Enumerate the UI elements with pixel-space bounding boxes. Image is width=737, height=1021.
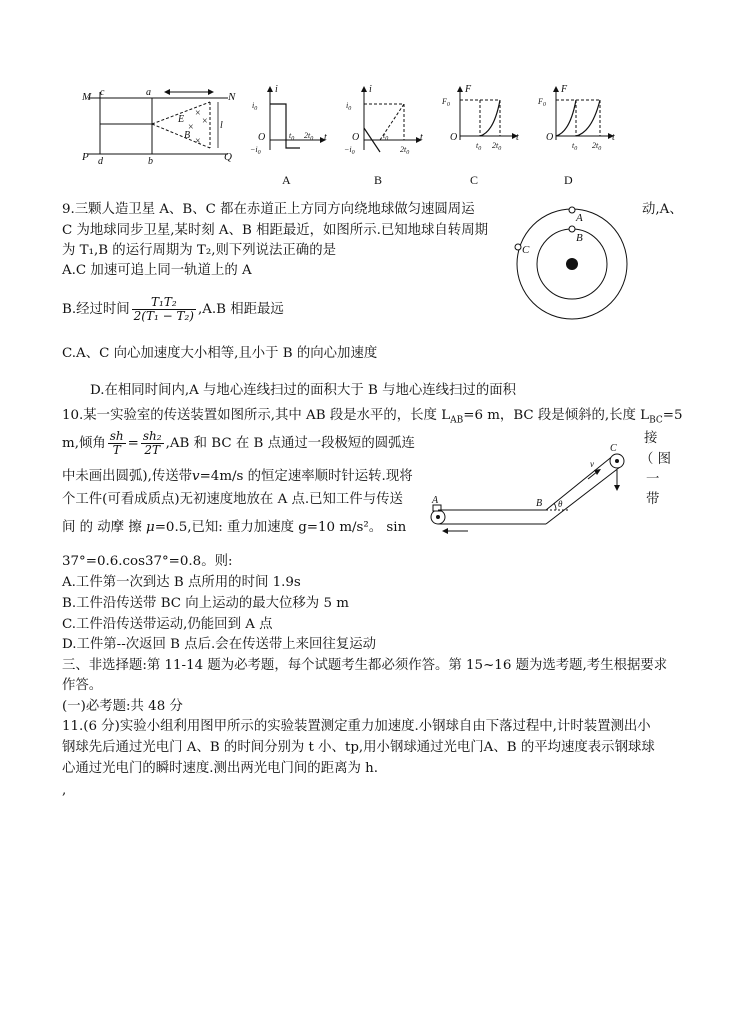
graph-b: [344, 84, 423, 187]
svg-text:F: F: [561, 84, 568, 95]
q10-line2-right: 接: [644, 431, 658, 446]
q10-line4-right: 一: [646, 472, 660, 487]
svg-text:t0: $t_0$: [289, 131, 295, 142]
q10-line4: 个工件(可看成质点)无初速度地放在 A 点.已知工件与传送: [62, 492, 403, 507]
svg-text:O: O: [258, 132, 266, 143]
svg-text:B: B: [576, 232, 583, 244]
graph-d-letter: D: [564, 173, 573, 187]
graph-b-letter: B: [374, 173, 383, 187]
svg-text:t: t: [324, 132, 327, 143]
label-Q: Q: [224, 151, 232, 163]
q10-option-b: B.工件沿传送带 BC 向上运动的最大位移为 5 m: [62, 596, 349, 611]
q10-option-d: D.工件第--次返回 B 点后.会在传送带上来回往复运动: [62, 637, 376, 652]
q11-line4: ,: [62, 783, 67, 798]
svg-text:a: a: [146, 87, 151, 98]
svg-text:F: F: [465, 84, 472, 95]
svg-text:c: c: [100, 87, 105, 98]
q11-line2: 钢球先后通过光电门 A、B 的时间分别为 t 小、tp,用小钢球通过光电门A、B 的平均速度表示钢球球: [62, 740, 655, 755]
svg-text:t0: $t_0$: [383, 131, 389, 142]
svg-text:C: C: [610, 443, 617, 454]
svg-text:t: t: [612, 132, 615, 143]
svg-text:B: B: [536, 498, 543, 509]
svg-text:d: d: [98, 156, 103, 167]
q9-line1-right: 动,A、: [642, 202, 683, 217]
q10-line2: m,倾角 $\frac{sh}{T}$ = $\frac{\text{sh₂}}{2T}$ ,AB 和 BC 在 B 点通过一段极短的圆弧连: [62, 429, 415, 457]
conveyor-belt-figure: [428, 445, 640, 535]
svg-text:C: C: [522, 244, 530, 256]
graph-c: [441, 84, 519, 187]
satellite-orbit-figure: [512, 205, 632, 325]
q9-time-fraction: $\frac{\text{T₁T₂}}{\text{2(T₁ − T₂)}}$: [133, 295, 194, 323]
q9-option-a: A.C 加速可追上同一轨道上的 A: [62, 263, 252, 278]
q9-option-b: B.经过时间 $\frac{\text{T₁T₂}}{\text{2(T₁ − T₂)}}$ ,A.B 相距最远: [62, 295, 284, 323]
label-N: N: [228, 91, 236, 103]
svg-text:v: v: [590, 459, 594, 469]
svg-text:F0: $F_0$: [538, 97, 546, 108]
q9-line2: C 为地球同步卫星,某时刻 A、B 相距最近，如图所示.已知地球自转周期: [62, 223, 488, 238]
svg-text:A: A: [432, 495, 439, 506]
q9-option-c: C.A、C 向心加速度大小相等,且小于 B 的向心加速度: [62, 346, 378, 361]
svg-text:−i0: $-i_0$: [344, 145, 355, 156]
svg-text:i0: $i_0$: [346, 101, 352, 112]
q9-option-d: D.在相同时间内,A 与地心连线扫过的面积大于 B 与地心连线扫过的面积: [90, 383, 516, 398]
q9-line3: 为 T₁,B 的运行周期为 T₂,则下列说法正确的是: [62, 243, 336, 258]
svg-text:O: O: [450, 132, 458, 143]
svg-text:i: i: [275, 84, 278, 95]
svg-text:2t0: $2t_0$: [400, 145, 410, 156]
q11-line3: 心通过光电门的瞬时速度.测出两光电门间的距离为 h.: [62, 761, 378, 776]
svg-text:t: t: [516, 132, 519, 143]
svg-text:B: B: [184, 130, 191, 141]
q10-line3-right: （ 图: [640, 452, 672, 467]
svg-text:2t0: $2t_0$: [592, 141, 602, 152]
svg-text:E: E: [178, 114, 185, 125]
svg-text:A: A: [576, 212, 583, 224]
label-P: P: [82, 151, 89, 163]
svg-text:t0: $t_0$: [572, 141, 578, 152]
q10-line5-right: 带: [646, 492, 660, 507]
q9-line1: 9.三颗人造卫星 A、B、C 都在赤道正上方同方向绕地球做匀速圆周运: [62, 202, 475, 217]
svg-text:t0: $t_0$: [476, 141, 482, 152]
q11-line1: 11.(6 分)实验小组利用图甲所示的实验装置测定重力加速度.小钢球自由下落过程中,计时装置测出小: [62, 719, 651, 734]
magnetic-field-diagram: [81, 87, 236, 167]
section3-heading: 三、非选择题:第 11-14 题为必考题，每个试题考生都必须作答。第 15~16 题为选考题,考生根据要求: [62, 658, 668, 673]
section3-required: (一)必考题:共 48 分: [62, 699, 183, 714]
svg-text:2t0: $2t_0$: [492, 141, 502, 152]
q10-line5: 间 的 动摩 擦 μ=0.5,已知: 重力加速度 g=10 m/s²。 sin: [62, 520, 407, 535]
graph-a: [250, 84, 327, 187]
svg-text:×: ×: [202, 116, 208, 127]
svg-text:O: O: [352, 132, 360, 143]
q10-option-a: A.工件第一次到达 B 点所用的时间 1.9s: [62, 575, 301, 590]
svg-text:O: O: [546, 132, 554, 143]
svg-text:t: t: [420, 132, 423, 143]
svg-text:θ: θ: [558, 499, 563, 509]
graph-c-letter: C: [470, 173, 479, 187]
graph-d: [537, 84, 615, 187]
svg-text:b: b: [148, 156, 153, 167]
graph-a-letter: A: [282, 173, 291, 187]
q10-line6: 37°=0.6.cos37°=0.8。则:: [62, 554, 233, 569]
section3-heading-cont: 作答。: [62, 678, 103, 693]
label-M: M: [82, 91, 92, 103]
svg-text:i0: $i_0$: [252, 101, 258, 112]
earth-icon: [566, 258, 578, 270]
svg-text:i: i: [369, 84, 372, 95]
field-and-graphs-figure: [60, 82, 620, 194]
q10-line3: 中未画出圆弧),传送带v=4m/s 的恒定速率顺时针运转.现将: [62, 469, 413, 484]
svg-text:×: ×: [188, 122, 194, 133]
q10-line1: 10.某一实验室的传送装置如图所示,其中 AB 段是水平的，长度 $L_{AB}=6$ m，BC 段是倾斜的,长度 $L_{BC}=5$: [62, 408, 683, 426]
svg-text:−i0: $-i_0$: [250, 145, 261, 156]
svg-text:l: l: [220, 120, 223, 131]
svg-text:F0: $F_0$: [442, 97, 450, 108]
svg-text:×: ×: [195, 108, 201, 119]
svg-text:×: ×: [195, 136, 201, 147]
svg-text:2t0: $2t_0$: [304, 131, 314, 142]
q10-option-c: C.工件沿传送带运动,仍能回到 A 点: [62, 617, 273, 632]
